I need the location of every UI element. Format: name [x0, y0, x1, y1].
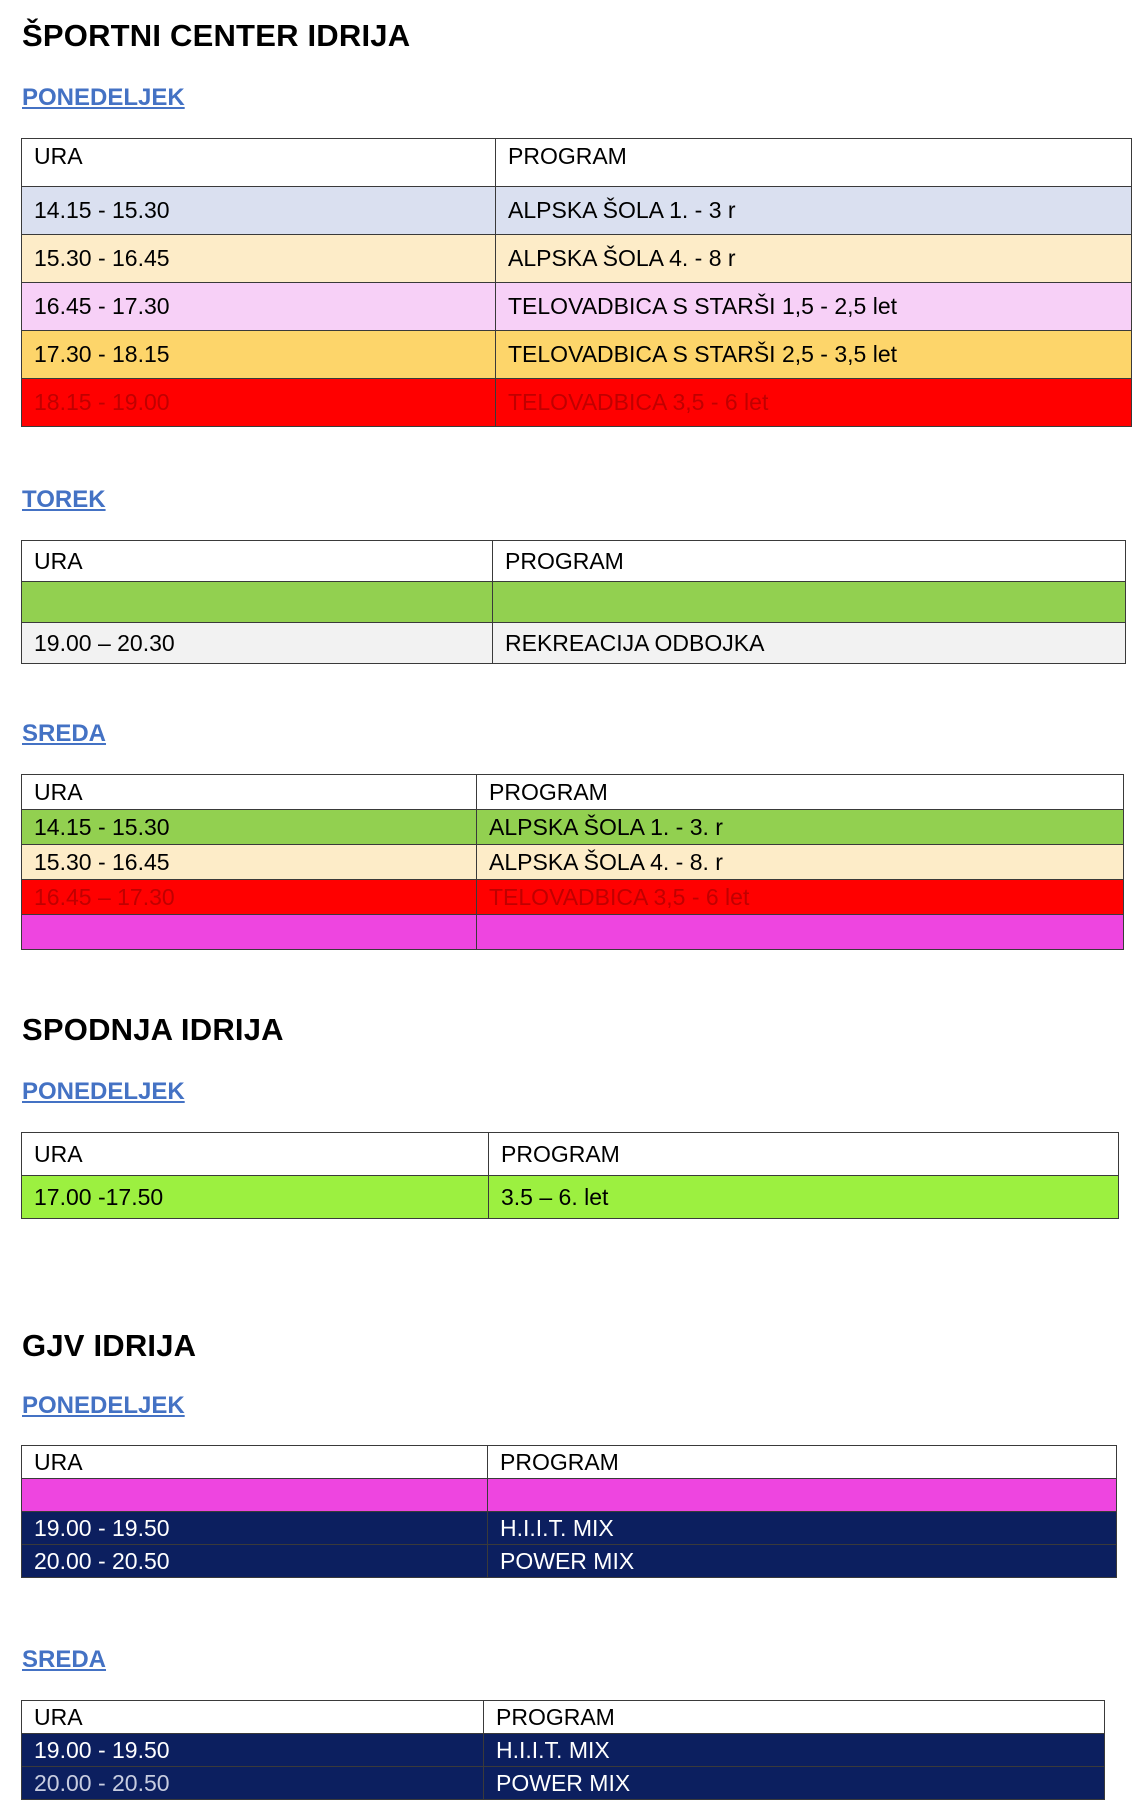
cell-program: H.I.I.T. MIX [488, 1512, 1117, 1545]
day-title-sc-ponedeljek: PONEDELJEK [22, 84, 185, 111]
venue-title-sportni-center: ŠPORTNI CENTER IDRIJA [22, 18, 411, 53]
table-row [22, 187, 1132, 235]
table-row [22, 880, 1124, 915]
header-program: PROGRAM [493, 541, 1126, 582]
cell-ura: 14.15 - 15.30 [22, 810, 477, 845]
header-ura: URA [22, 1446, 488, 1479]
table-header-row [22, 541, 1126, 582]
cell-program: H.I.I.T. MIX [484, 1734, 1105, 1767]
cell-program: 3.5 – 6. let [489, 1176, 1119, 1219]
cell-ura: 19.00 - 19.50 [22, 1734, 484, 1767]
schedule-table-sc-sreda [21, 774, 1124, 950]
cell-program [477, 915, 1124, 950]
cell-ura: 19.00 - 19.50 [22, 1512, 488, 1545]
table-row [22, 845, 1124, 880]
header-program: PROGRAM [484, 1701, 1105, 1734]
cell-program [488, 1479, 1117, 1512]
table-row [22, 283, 1132, 331]
cell-program: REKREACIJA ODBOJKA [493, 623, 1126, 664]
cell-ura: 16.45 – 17.30 [22, 880, 477, 915]
cell-ura: 17.00 -17.50 [22, 1176, 489, 1219]
table-row [22, 331, 1132, 379]
day-title-sc-sreda: SREDA [22, 720, 107, 747]
header-program: PROGRAM [496, 139, 1132, 187]
cell-ura [22, 915, 477, 950]
cell-program: ALPSKA ŠOLA 4. - 8 r [496, 235, 1132, 283]
cell-ura: 20.00 - 20.50 [22, 1545, 488, 1578]
header-program: PROGRAM [477, 775, 1124, 810]
table-header-row [22, 1701, 1105, 1734]
cell-program: ALPSKA ŠOLA 4. - 8. r [477, 845, 1124, 880]
schedule-table-gjv-sreda [21, 1700, 1105, 1800]
cell-program: TELOVADBICA 3,5 - 6 let [496, 379, 1132, 427]
cell-ura: 18.15 - 19.00 [22, 379, 496, 427]
header-ura: URA [22, 139, 496, 187]
cell-program: ALPSKA ŠOLA 1. - 3 r [496, 187, 1132, 235]
table-header-row [22, 775, 1124, 810]
table-row [22, 915, 1124, 950]
table-row [22, 1176, 1119, 1219]
cell-ura: 15.30 - 16.45 [22, 845, 477, 880]
table-row [22, 1545, 1117, 1578]
table-row [22, 379, 1132, 427]
cell-program: POWER MIX [484, 1767, 1105, 1800]
table-header-row [22, 1446, 1117, 1479]
cell-program: ALPSKA ŠOLA 1. - 3. r [477, 810, 1124, 845]
cell-ura: 14.15 - 15.30 [22, 187, 496, 235]
cell-ura: 16.45 - 17.30 [22, 283, 496, 331]
table-header-row [22, 139, 1132, 187]
venue-title-gjv-idrija: GJV IDRIJA [22, 1328, 197, 1363]
cell-program: TELOVADBICA S STARŠI 1,5 - 2,5 let [496, 283, 1132, 331]
cell-program: TELOVADBICA 3,5 - 6 let [477, 880, 1124, 915]
cell-ura: 15.30 - 16.45 [22, 235, 496, 283]
table-row [22, 1734, 1105, 1767]
table-row [22, 1512, 1117, 1545]
cell-ura: 20.00 - 20.50 [22, 1767, 484, 1800]
table-row [22, 582, 1126, 623]
header-program: PROGRAM [489, 1133, 1119, 1176]
cell-program [493, 582, 1126, 623]
table-row [22, 235, 1132, 283]
table-header-row [22, 1133, 1119, 1176]
cell-ura: 17.30 - 18.15 [22, 331, 496, 379]
schedule-table-sc-torek [21, 540, 1126, 664]
schedule-table-sc-ponedeljek [21, 138, 1132, 427]
venue-title-spodnja-idrija: SPODNJA IDRIJA [22, 1012, 284, 1047]
table-row [22, 1767, 1105, 1800]
cell-ura [22, 582, 493, 623]
header-ura: URA [22, 541, 493, 582]
cell-program: TELOVADBICA S STARŠI 2,5 - 3,5 let [496, 331, 1132, 379]
schedule-table-si-ponedeljek [21, 1132, 1119, 1219]
header-ura: URA [22, 775, 477, 810]
header-ura: URA [22, 1701, 484, 1734]
cell-program: POWER MIX [488, 1545, 1117, 1578]
cell-ura [22, 1479, 488, 1512]
table-row [22, 810, 1124, 845]
header-program: PROGRAM [488, 1446, 1117, 1479]
schedule-table-gjv-ponedeljek [21, 1445, 1117, 1578]
day-title-gjv-ponedeljek: PONEDELJEK [22, 1392, 185, 1419]
day-title-gjv-sreda: SREDA [22, 1646, 107, 1673]
day-title-sc-torek: TOREK [22, 486, 106, 513]
header-ura: URA [22, 1133, 489, 1176]
day-title-si-ponedeljek: PONEDELJEK [22, 1078, 185, 1105]
table-row [22, 623, 1126, 664]
cell-ura: 19.00 – 20.30 [22, 623, 493, 664]
table-row [22, 1479, 1117, 1512]
